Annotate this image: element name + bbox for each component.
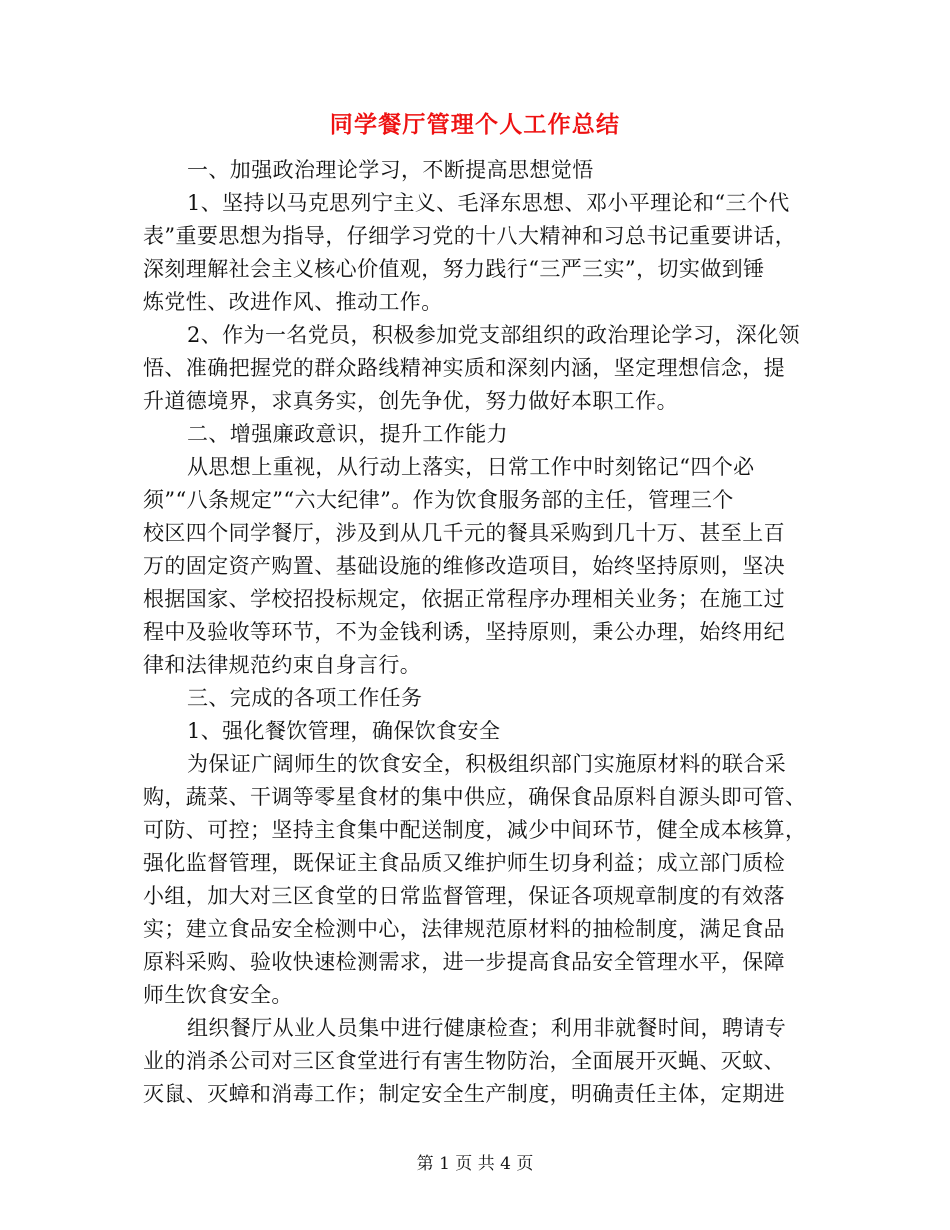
section-heading-1 [143,154,823,187]
paragraph-line: 二、增强廉政意识，提升工作能力 [187,422,508,446]
paragraph-line: 师生饮食安全。 [143,983,293,1007]
paragraph-line: 强化监督管理，既保证主食品质又维护师生切身利益；成立部门质检 [143,851,785,875]
paragraph-line: 原料采购、验收快速检测需求，进一步提高食品安全管理水平，保障 [143,950,785,974]
paragraph-line: 可防、可控；坚持主食集中配送制度，减少中间环节，健全成本核算， [143,818,807,842]
paragraph-line: 一、加强政治理论学习，不断提高思想觉悟 [187,158,594,182]
paragraph-line: 升道德境界，求真务实，创先争优，努力做好本职工作。 [143,389,678,413]
paragraph-line: 悟、准确把握党的群众路线精神实质和深刻内涵，坚定理想信念，提 [143,356,785,380]
paragraph-line: 1、坚持以马克思列宁主义、毛泽东思想、邓小平理论和“三个代 [187,191,790,215]
document-title: 同学餐厅管理个人工作总结 [329,111,621,138]
paragraph-line: 律和法律规范约束自身言行。 [143,653,422,677]
paragraph-line: 业的消杀公司对三区食堂进行有害生物防治，全面展开灭蝇、灭蚊、 [143,1049,785,1073]
page-footer: 第 1 页 共 4 页 [416,1154,534,1174]
paragraph-line: 深刻理解社会主义核心价值观，努力践行“三严三实”，切实做到锤 [143,257,765,281]
paragraph-line: 炼党性、改进作风、推动工作。 [143,290,443,314]
paragraph-line: 程中及验收等环节，不为金钱利诱，坚持原则，秉公办理，始终用纪 [143,620,785,644]
paragraph-line: 根据国家、学校招投标规定，依据正常程序办理相关业务；在施工过 [143,587,785,611]
paragraph-line: 三、完成的各项工作任务 [187,686,423,710]
section-heading-3 [143,682,823,715]
paragraph-line: 灭鼠、灭蟑和消毒工作；制定安全生产制度，明确责任主体，定期进 [143,1082,785,1106]
paragraph-line: 小组，加大对三区食堂的日常监督管理，保证各项规章制度的有效落 [143,884,785,908]
paragraph [143,451,823,682]
paragraph-line: 实；建立食品安全检测中心，法律规范原材料的抽检制度，满足食品 [143,917,785,941]
paragraph [143,319,823,418]
document-body [143,154,823,1111]
paragraph-line: 表”重要思想为指导，仔细学习党的十八大精神和习总书记重要讲话， [143,224,797,248]
paragraph-line: 1、强化餐饮管理，确保饮食安全 [187,719,501,743]
paragraph-line: 万的固定资产购置、基础设施的维修改造项目，始终坚持原则，坚决 [143,554,785,578]
paragraph-line: 组织餐厅从业人员集中进行健康检查；利用非就餐时间，聘请专 [187,1016,787,1040]
paragraph [143,748,823,1012]
subsection-heading [143,715,823,748]
section-heading-2 [143,418,823,451]
paragraph [143,1012,823,1111]
paragraph [143,187,823,319]
paragraph-line: 为保证广阔师生的饮食安全，积极组织部门实施原材料的联合采 [187,752,787,776]
paragraph-line: 2、作为一名党员，积极参加党支部组织的政治理论学习，深化领 [187,323,800,347]
paragraph-line: 校区四个同学餐厅，涉及到从几千元的餐具采购到几十万、甚至上百 [143,521,785,545]
paragraph-line: 须”“八条规定”“六大纪律”。作为饮食服务部的主任，管理三个 [143,488,734,512]
paragraph-line: 从思想上重视，从行动上落实，日常工作中时刻铭记“四个必 [187,455,755,479]
paragraph-line: 购，蔬菜、干调等零星食材的集中供应，确保食品原料自源头即可管、 [143,785,807,809]
